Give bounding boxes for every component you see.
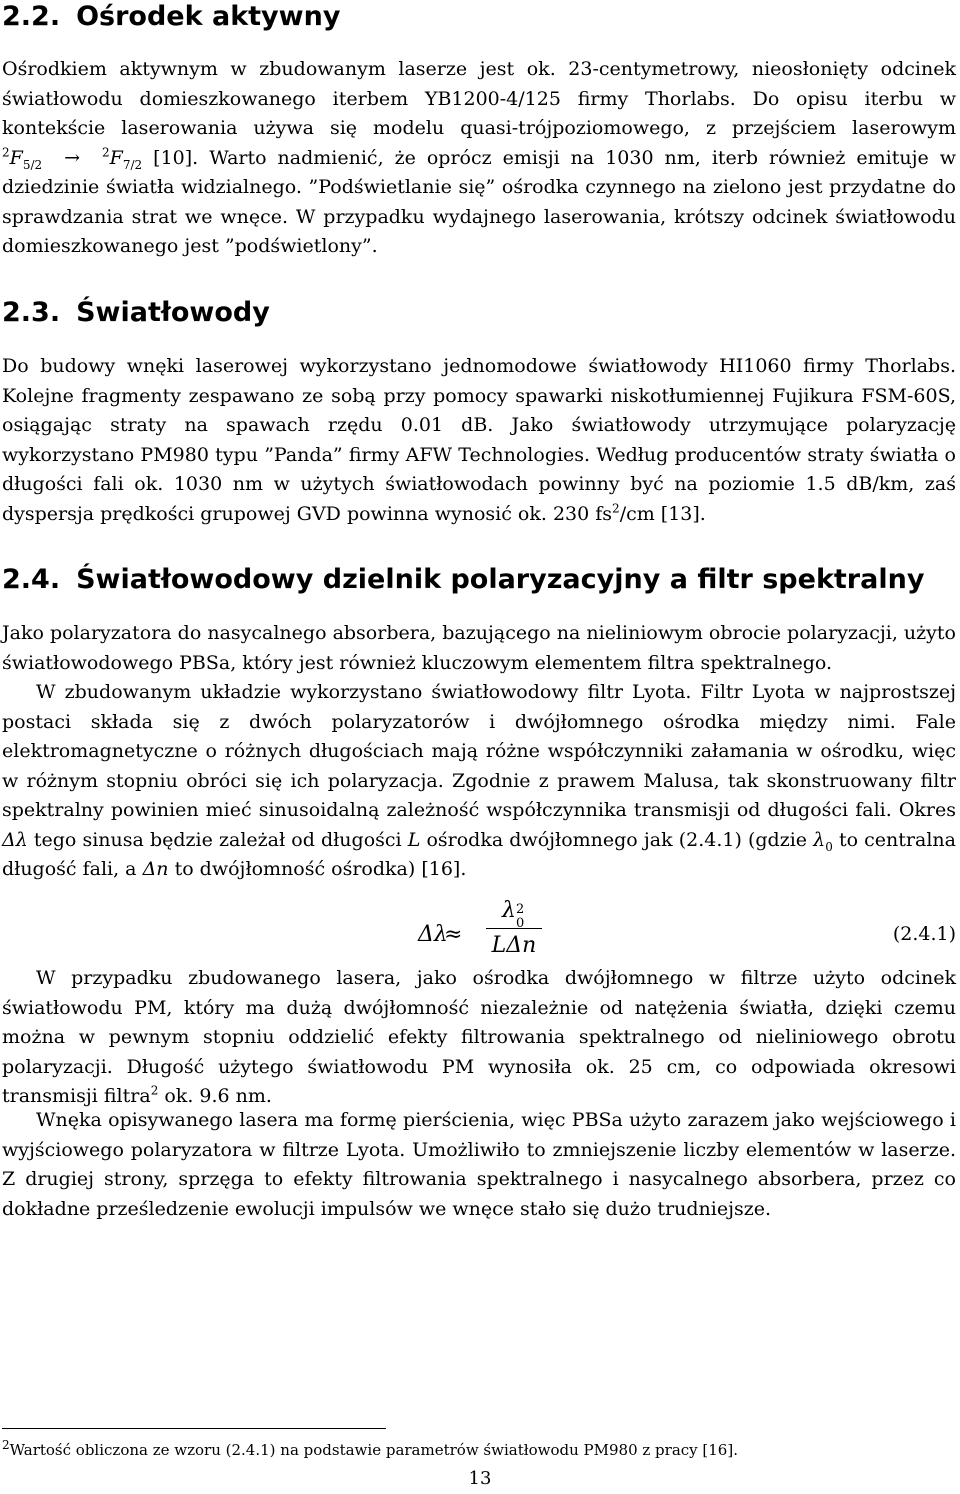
equation-denominator: LΔn: [491, 933, 537, 958]
superscript: 2: [612, 501, 620, 516]
page-number: 13: [468, 1468, 492, 1489]
equation-numerator: [486, 896, 542, 931]
math-symbol: F: [109, 146, 123, 169]
section-heading-2-4: [2, 563, 924, 597]
math-symbol: λ: [502, 898, 516, 923]
paragraph-pm-fiber: [2, 964, 956, 1112]
paragraph-text: ok. 9.6 nm.: [158, 1085, 272, 1107]
subscript: 7/2: [122, 157, 143, 172]
superscript: 2: [102, 145, 110, 160]
section-title: Ośrodek aktywny: [76, 1, 341, 32]
math-symbol: L: [407, 828, 421, 851]
section-title: Światłowodowy dzielnik polaryzacyjny a filtr spektralny: [76, 564, 925, 595]
paragraph-text: /cm [13].: [619, 502, 706, 525]
paragraph-text: Wnęka opisywanego lasera ma formę pierścienia, więc PBSa użyto zarazem jako wejściowego i wyjściowego polaryzatora w filtrze Lyota. Umożliwiło to zmniejszenie liczby elementów w laserze. Z drugiej strony, sprzęga to efekty filtrowania spektralnego i nasycalnego absorbera, przez co dokładne prześledzenie ewolucji impulsów we wnęce stało się dużo trudniejsze.: [2, 1109, 956, 1220]
equation-label: (2.4.1): [892, 923, 956, 945]
subscript: 0: [515, 916, 525, 931]
paragraph-text: Jako polaryzatora do nasycalnego absorbera, bazującego na nieliniowym obrocie polaryzacji, użyto światłowodowego PBSa, który jest również kluczowym elementem filtra spektralnego.: [2, 622, 956, 674]
footnote-mark: 2: [150, 1083, 159, 1098]
subscript: 0: [825, 839, 833, 854]
paragraph-ring-cavity: [2, 1106, 956, 1224]
transition-arrow: →: [64, 146, 81, 169]
footnote-text: Wartość obliczona ze wzoru (2.4.1) na podstawie parametrów światłowodu PM980 z pracy [16].: [9, 1441, 738, 1459]
equation-approx-sign: ≈: [444, 922, 463, 947]
section-title: Światłowody: [76, 297, 270, 328]
footnote-mark: 2: [2, 1438, 10, 1452]
math-delta-lambda: Δλ: [2, 828, 28, 851]
equation-fraction: [486, 896, 542, 961]
paragraph-text: W zbudowanym układzie wykorzystano światłowodowy filtr Lyota. Filtr Lyota w najprostszej postaci składa się z dwóch polaryzatorów i dwójłomnego ośrodka między nimi. Fale elektromagnetyczne o różnych długościach mają różne współczynniki załamania w ośrodku, więc w różnym stopniu obróci się ich polaryzacja. Zgodnie z prawem Malusa, tak skonstruowany filtr spektralny powinien mieć sinusoidalną zależność współczynnika transmisji od długości fali. Okres: [2, 681, 956, 821]
paragraph-text: Ośrodkiem aktywnym w zbudowanym laserze jest ok. 23-centymetrowy, nieosłonięty odcinek światłowodu domieszkowanego iterbem YB1200-4/125 firmy Thorlabs. Do opisu iterbu w kontekście laserowania używa się modelu quasi-trójpoziomowego, z przejściem laserowym: [2, 58, 956, 139]
section-heading-2-3: [2, 296, 270, 330]
footnote: [2, 1436, 738, 1466]
math-symbol: λ: [813, 828, 826, 851]
subscript: 5/2: [22, 157, 43, 172]
paragraph-text: W przypadku zbudowanego lasera, jako ośrodka dwójłomnego w filtrze użyto odcinek światłowodu PM, który ma dużą dwójłomność niezależnie od natężenia światła, dzięki czemu można w pewnym stopniu oddzielić efekty filtrowania spektralnego od nieliniowego obrotu polaryzacji. Długość użytego światłowodu PM wynosiła ok. 25 cm, co odpowiada okresowi transmisji filtra: [2, 967, 956, 1107]
section-number: 2.2.: [2, 1, 61, 32]
section-heading-2-2: [2, 0, 340, 34]
paragraph-text: [10]. Warto nadmienić, że oprócz emisji na 1030 nm, iterb również emituje w dziedzinie światła widzialnego. ”Podświetlanie się” ośrodka czynnego na zielono jest przydatne do sprawdzania strat we wnęce. W przypadku wydajnego laserowania, krótszy odcinek światłowodu domieszkowanego jest ”podświetlony”.: [2, 146, 956, 257]
equation-lhs: Δλ: [418, 922, 448, 947]
fraction-bar: [486, 928, 542, 929]
superscript: 2: [2, 145, 10, 160]
paragraph-fibers: [2, 352, 956, 529]
paragraph-text: to dwójłomność ośrodka) [16].: [168, 858, 467, 880]
math-delta-n: Δn: [142, 858, 169, 880]
paragraph-text: Do budowy wnęki laserowej wykorzystano jednomodowe światłowody HI1060 firmy Thorlabs. Kolejne fragmenty zespawano ze sobą przy pomocy spawarki niskotłumiennej Fujikura FSM-60S, osiągając straty na spawach rzędu 0.01 dB. Jako światłowody utrzymujące polaryzację wykorzystano PM980 typu ”Panda” firmy AFW Technologies. Według producentów straty światła o długości fali ok. 1030 nm w użytych światłowodach powinny być na poziomie 1.5 dB/km, zaś dyspersja prędkości grupowej GVD powinna wynosić ok. 230 fs: [2, 355, 956, 525]
math-symbol: F: [9, 146, 23, 169]
paragraph-text: ośrodka dwójłomnego jak (2.4.1) (gdzie: [420, 828, 814, 851]
paragraph-lyot-filter: [2, 678, 956, 885]
section-number: 2.3.: [2, 297, 61, 328]
paragraph-active-medium: [2, 55, 956, 262]
footnote-rule: [2, 1428, 386, 1429]
paragraph-polarizer: [2, 619, 956, 678]
equation-2-4-1: [0, 896, 960, 966]
section-number: 2.4.: [2, 564, 61, 595]
paragraph-text: to centralna długość fali, a: [2, 828, 956, 880]
superscript: 2: [515, 902, 525, 917]
paragraph-text: tego sinusa będzie zależał od długości: [27, 828, 408, 851]
